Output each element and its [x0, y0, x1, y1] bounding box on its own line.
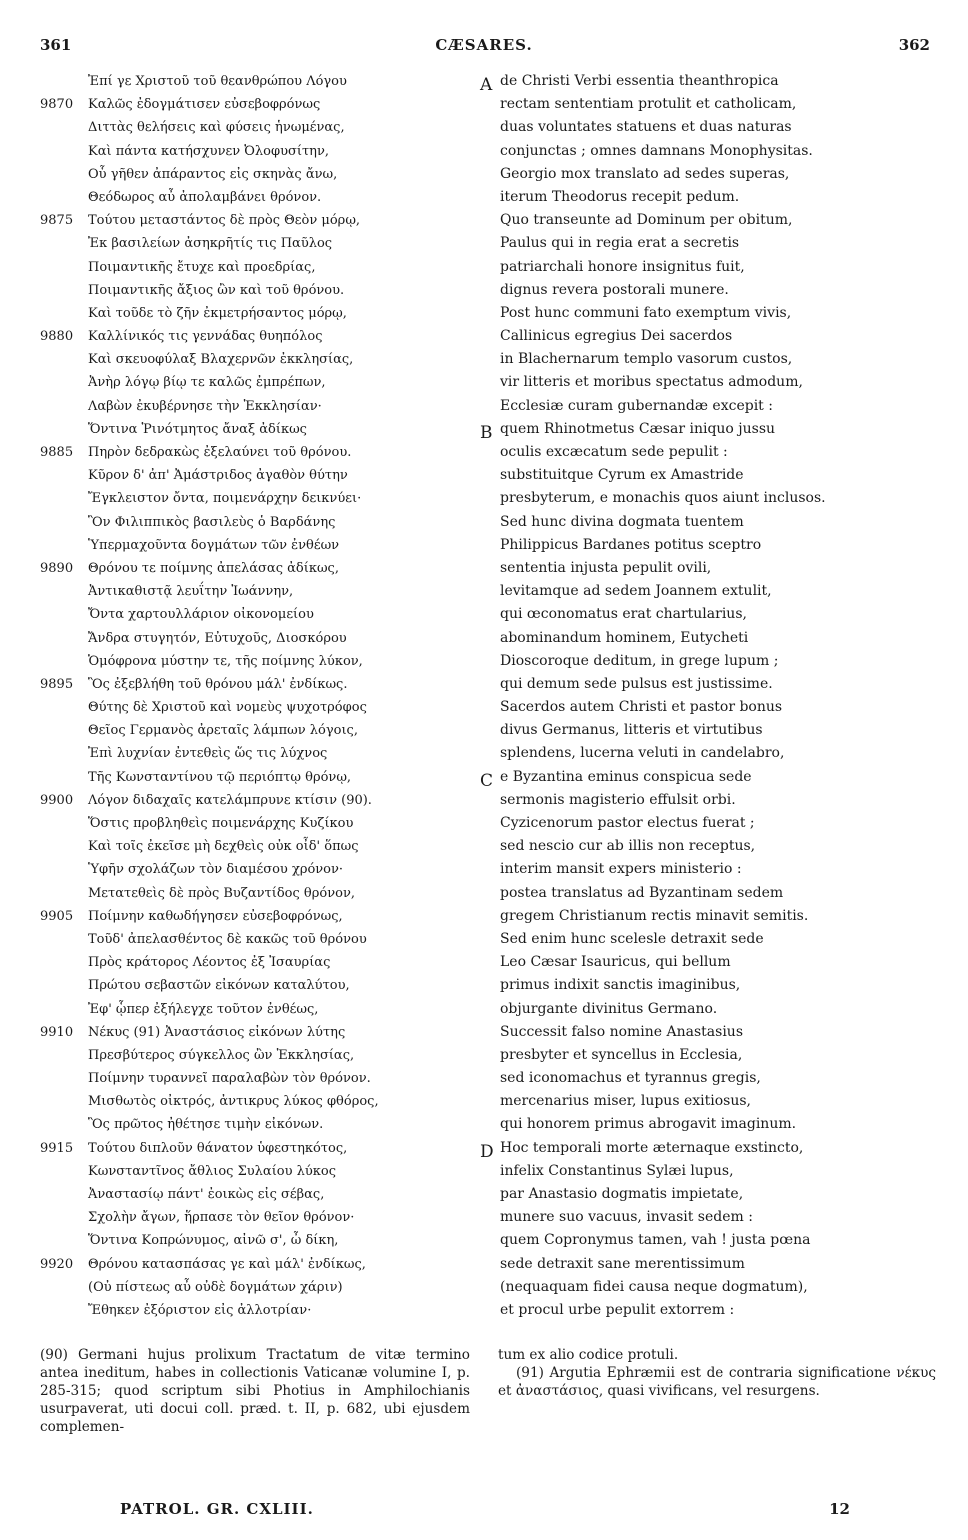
- left-page-number: 361: [40, 36, 72, 54]
- latin-line: [476, 256, 936, 279]
- greek-verse-line: [40, 395, 480, 418]
- latin-line: [476, 418, 936, 441]
- greek-verse-line: [40, 511, 480, 534]
- latin-line-text: sed nescio cur ab illis non receptus,: [500, 838, 756, 855]
- latin-line-text: et procul urbe pepulit extorrem :: [500, 1301, 735, 1318]
- latin-line: [476, 1137, 936, 1160]
- greek-verse-text: Λαβὼν ἐκυβέρνησε τὴν Ἐκκλησίαν·: [88, 398, 322, 414]
- greek-verse-line: [40, 116, 480, 139]
- greek-verse-text: Κωνσταντῖνος ἄθλιος Συλαίου λύκος: [88, 1163, 337, 1179]
- latin-line-text: abominandum hominem, Eutycheti: [500, 629, 749, 646]
- greek-verse-text: Ὁμόφρονα μύστην τε, τῆς ποίμνης λύκον,: [88, 653, 363, 669]
- latin-line-text: Sed enim hunc scelesle detraxit sede: [500, 930, 764, 947]
- latin-line: [476, 1067, 936, 1090]
- greek-verse-line: [40, 93, 480, 116]
- greek-verse-line: [40, 464, 480, 487]
- greek-verse-line: [40, 209, 480, 232]
- latin-line-text: mercenarius miser, lupus exitiosus,: [500, 1093, 751, 1110]
- greek-verse-line: [40, 974, 480, 997]
- latin-line-text: Hoc temporali morte æternaque exstincto,: [500, 1139, 804, 1156]
- greek-verse-text: Οὗ γῆθεν ἀπάραντος εἰς σκηνὰς ἄνω,: [88, 166, 338, 182]
- latin-line: [476, 441, 936, 464]
- latin-line-text: iterum Theodorus recepit pedum.: [500, 188, 740, 205]
- latin-line: [476, 766, 936, 789]
- latin-line-text: Paulus qui in regia erat a secretis: [500, 235, 740, 252]
- greek-verse-line: [40, 882, 480, 905]
- latin-line-text: Sed hunc divina dogmata tuentem: [500, 513, 744, 530]
- latin-line: [476, 186, 936, 209]
- latin-line: [476, 905, 936, 928]
- greek-verse-text: Ὑφῆν σχολάζων τὸν διαμέσου χρόνον·: [88, 862, 344, 878]
- greek-verse-line: [40, 1183, 480, 1206]
- latin-line: [476, 627, 936, 650]
- greek-verse-text: Ὃς ἐξεβλήθη τοῦ θρόνου μάλ' ἐνδίκως.: [88, 676, 348, 692]
- greek-verse-line: [40, 1021, 480, 1044]
- latin-line-text: Quo transeunte ad Dominum per obitum,: [500, 212, 793, 229]
- greek-verse-text: Καὶ σκευοφύλαξ Βλαχερνῶν ἐκκλησίας,: [88, 352, 354, 368]
- greek-verse-text: Τοῦδ' ἀπελασθέντος δὲ κακῶς τοῦ θρόνου: [88, 931, 367, 947]
- verse-number: 9885: [40, 445, 74, 460]
- latin-line: [476, 580, 936, 603]
- greek-verse-line: [40, 696, 480, 719]
- greek-verse-column: [40, 70, 480, 1322]
- latin-line-text: qui demum sede pulsus est justissime.: [500, 675, 773, 692]
- greek-verse-text: (Οὐ πίστεως αὖ οὐδὲ δογμάτων χάριν): [88, 1279, 343, 1295]
- latin-line: [476, 1299, 936, 1322]
- latin-line: [476, 789, 936, 812]
- greek-verse-line: [40, 1229, 480, 1252]
- greek-verse-text: Ἔθηκεν ἐξόριστον εἰς ἀλλοτρίαν·: [88, 1302, 312, 1318]
- greek-verse-line: [40, 951, 480, 974]
- greek-verse-line: [40, 140, 480, 163]
- verse-number: 9915: [40, 1140, 74, 1156]
- latin-line: [476, 1021, 936, 1044]
- latin-line-text: objurgante divinitus Germano.: [500, 1000, 718, 1017]
- greek-verse-text: Τῆς Κωνσταντίνου τῷ περιόπτῳ θρόνῳ,: [88, 769, 352, 785]
- latin-line-text: qui honorem primus abrogavit imaginum.: [500, 1116, 797, 1133]
- greek-verse-text: Ποιμαντικῆς ἄξιος ὢν καὶ τοῦ θρόνου.: [88, 282, 345, 298]
- volume-signature: PATROL. GR. CXLIII.: [120, 1500, 314, 1518]
- latin-line: [476, 1229, 936, 1252]
- latin-line-text: Cyzicenorum pastor electus fuerat ;: [500, 815, 755, 831]
- greek-verse-text: Ποιμαντικῆς ἔτυχε καὶ προεδρίας,: [88, 259, 316, 275]
- section-marker: B: [480, 422, 493, 443]
- greek-verse-text: Τούτου διπλοῦν θάνατον ὑφεστηκότος,: [88, 1140, 348, 1156]
- greek-verse-text: Κῦρον δ' ἀπ' Ἀμάστριδος ἀγαθὸν θύτην: [88, 468, 348, 484]
- latin-line-text: duas voluntates statuens et duas naturas: [500, 119, 792, 136]
- greek-verse-line: [40, 325, 480, 348]
- latin-line-text: Ecclesiæ curam gubernandæ excepit :: [500, 397, 773, 414]
- latin-line: [476, 325, 936, 348]
- greek-verse-text: Θύτης δὲ Χριστοῦ καὶ νομεὺς ψυχοτρόφος: [88, 700, 367, 716]
- greek-verse-text: Λόγον διδαχαῖς κατελάμπρυνε κτίσιν (90).: [88, 792, 372, 808]
- latin-line-text: infelix Constantinus Sylæi lupus,: [500, 1162, 734, 1179]
- greek-verse-line: [40, 812, 480, 835]
- greek-verse-line: [40, 627, 480, 650]
- latin-line: [476, 1253, 936, 1276]
- greek-verse-text: Ὄντα χαρτουλλάριον οἰκονομείου: [88, 607, 314, 623]
- greek-verse-line: [40, 557, 480, 580]
- greek-verse-text: Θεῖος Γερμανὸς ἀρεταῖς λάμπων λόγοις,: [88, 723, 358, 739]
- latin-line: [476, 1183, 936, 1206]
- greek-verse-line: [40, 928, 480, 951]
- greek-verse-text: Ἐπί γε Χριστοῦ τοῦ θεανθρώπου Λόγου: [88, 74, 347, 89]
- greek-verse-line: [40, 232, 480, 255]
- greek-verse-line: [40, 789, 480, 812]
- latin-line: [476, 998, 936, 1021]
- greek-verse-line: [40, 186, 480, 209]
- greek-verse-line: [40, 905, 480, 928]
- greek-verse-line: [40, 1299, 480, 1322]
- footnote-91: (91) Argutia Ephræmii est de contraria significatione νέκυς et ἀναστάσιος, quasi vivificans, vel resurgens.: [498, 1365, 936, 1399]
- latin-line: [476, 603, 936, 626]
- latin-line-text: interim mansit expers ministerio :: [500, 861, 742, 878]
- greek-verse-text: Ποίμνην καθωδήγησεν εὐσεβοφρόνως,: [88, 908, 343, 924]
- footnote-left: [40, 1346, 470, 1436]
- greek-verse-text: Τούτου μεταστάντος δὲ πρὸς Θεὸν μόρῳ,: [88, 213, 361, 229]
- latin-line: [476, 70, 936, 93]
- greek-verse-text: Καὶ τοῖς ἐκεῖσε μὴ δεχθεὶς οὐκ οἶδ' ὅπως: [88, 839, 359, 855]
- latin-line-text: sententia injusta pepulit ovili,: [500, 559, 712, 576]
- latin-line-text: oculis excæcatum sede pepulit :: [500, 444, 728, 460]
- greek-verse-line: [40, 70, 480, 93]
- greek-verse-line: [40, 650, 480, 673]
- latin-line: [476, 858, 936, 881]
- latin-line: [476, 395, 936, 418]
- latin-line-text: divus Germanus, litteris et virtutibus: [500, 722, 763, 739]
- greek-verse-line: [40, 348, 480, 371]
- latin-line-text: in Blachernarum templo vasorum custos,: [500, 351, 793, 368]
- latin-translation-column: [476, 70, 936, 1322]
- greek-verse-line: [40, 441, 480, 464]
- latin-line: [476, 650, 936, 673]
- latin-line-text: splendens, lucerna veluti in candelabro,: [500, 745, 785, 762]
- greek-verse-text: Ὃν Φιλιππικὸς βασιλεὺς ὁ Βαρδάνης: [88, 514, 336, 530]
- greek-verse-line: [40, 1206, 480, 1229]
- greek-verse-line: [40, 1090, 480, 1113]
- latin-line-text: qui œconomatus erat chartularius,: [500, 606, 747, 623]
- latin-line-text: presbyterum, e monachis quos aiunt inclusos.: [500, 490, 826, 507]
- greek-verse-line: [40, 418, 480, 441]
- latin-line-text: (nequaquam fidei causa neque dogmatum),: [500, 1278, 808, 1295]
- latin-line: [476, 279, 936, 302]
- greek-verse-text: Καλῶς ἐδογμάτισεν εὐσεβοφρόνως: [88, 97, 321, 113]
- latin-line: [476, 534, 936, 557]
- latin-line-text: rectam sententiam protulit et catholicam,: [500, 96, 797, 113]
- verse-number: 9900: [40, 792, 74, 808]
- greek-verse-line: [40, 302, 480, 325]
- latin-line-text: Philippicus Bardanes potitus sceptro: [500, 536, 762, 553]
- latin-line-text: sede detraxit sane merentissimum: [500, 1255, 745, 1272]
- verse-number: 9905: [40, 908, 74, 924]
- latin-line-text: munere suo vacuus, invasit sedem :: [500, 1209, 753, 1226]
- greek-verse-line: [40, 1113, 480, 1136]
- latin-line-text: e Byzantina eminus conspicua sede: [500, 768, 752, 785]
- greek-verse-text: Καλλίνικός τις γεννάδας θυηπόλος: [88, 329, 323, 345]
- latin-line: [476, 302, 936, 325]
- latin-line: [476, 1113, 936, 1136]
- latin-line-text: conjunctas ; omnes damnans Monophysitas.: [500, 142, 813, 159]
- footnote-right: [498, 1346, 936, 1400]
- greek-verse-line: [40, 256, 480, 279]
- greek-verse-line: [40, 835, 480, 858]
- latin-line: [476, 140, 936, 163]
- greek-verse-line: [40, 719, 480, 742]
- greek-verse-line: [40, 1253, 480, 1276]
- greek-verse-text: Διττὰς θελήσεις καὶ φύσεις ἡνωμένας,: [88, 120, 345, 136]
- greek-verse-text: Ποίμνην τυραννεῖ παραλαβὼν τὸν θρόνον.: [88, 1071, 371, 1087]
- greek-verse-text: Θρόνου κατασπάσας γε καὶ μάλ' ἐνδίκως,: [88, 1256, 366, 1272]
- greek-verse-line: [40, 1044, 480, 1067]
- latin-line-text: primus indixit sanctis imaginibus,: [500, 977, 741, 994]
- latin-line-text: levitamque ad sedem Joannem extulit,: [500, 583, 772, 600]
- latin-line: [476, 209, 936, 232]
- latin-line-text: substituitque Cyrum ex Amastride: [500, 467, 744, 484]
- latin-line-text: Georgio mox translato ad sedes superas,: [500, 165, 790, 182]
- verse-number: 9895: [40, 676, 74, 692]
- greek-verse-text: Ὑπερμαχοῦντα δογμάτων τῶν ἐνθέων: [88, 537, 340, 553]
- greek-verse-line: [40, 580, 480, 603]
- latin-line-text: Callinicus egregius Dei sacerdos: [500, 328, 733, 345]
- latin-line-text: Successit falso nomine Anastasius: [500, 1023, 744, 1040]
- section-marker: C: [480, 770, 494, 791]
- greek-verse-line: [40, 1276, 480, 1299]
- greek-verse-text: Ἀνὴρ λόγῳ βίῳ τε καλῶς ἐμπρέπων,: [88, 375, 326, 391]
- greek-verse-text: Πρώτου σεβαστῶν εἰκόνων καταλύτου,: [88, 978, 350, 994]
- greek-verse-text: Πρεσβύτερος σύγκελλος ὢν Ἐκκλησίας,: [88, 1047, 355, 1063]
- latin-line-text: patriarchali honore insignitus fuit,: [500, 258, 745, 275]
- latin-line-text: vir litteris et moribus spectatus admodum,: [500, 374, 803, 391]
- latin-line: [476, 557, 936, 580]
- verse-number: 9920: [40, 1256, 74, 1272]
- greek-verse-line: [40, 279, 480, 302]
- latin-line: [476, 511, 936, 534]
- latin-line: [476, 1090, 936, 1113]
- latin-line-text: presbyter et syncellus in Ecclesia,: [500, 1046, 743, 1063]
- greek-verse-text: Καὶ πάντα κατήσχυνεν Ὀλοφυσίτην,: [88, 143, 329, 159]
- latin-line: [476, 928, 936, 951]
- greek-verse-text: Ἔγκλειστον ὄντα, ποιμενάρχην δεικνύει·: [88, 491, 362, 507]
- latin-line: [476, 673, 936, 696]
- latin-line: [476, 116, 936, 139]
- latin-line: [476, 1206, 936, 1229]
- greek-verse-line: [40, 1160, 480, 1183]
- latin-line-text: dignus revera postorali munere.: [500, 281, 729, 298]
- latin-line-text: de Christi Verbi essentia theanthropica: [500, 73, 779, 89]
- latin-line-text: Leo Cæsar Isauricus, qui bellum: [500, 954, 731, 971]
- greek-verse-line: [40, 534, 480, 557]
- greek-verse-text: Θρόνου τε ποίμνης ἀπελάσας ἀδίκως,: [88, 560, 339, 576]
- latin-line-text: Dioscoroque deditum, in grege lupum ;: [500, 652, 779, 669]
- greek-verse-text: Ἐκ βασιλείων ἀσηκρῆτίς τις Παῦλος: [88, 236, 333, 252]
- latin-line: [476, 812, 936, 835]
- footnote-90: (90) Germani hujus prolixum Tractatum de vitæ termino antea ineditum, habes in collectionis Vaticanæ volumine I, p. 285-315; quod scriptum sibi Photius in Amphilochianis usurpaverat, uti docui coll. præd. t. II, p. 682, ubi ejusdem complemen-: [40, 1347, 470, 1435]
- latin-line: [476, 1044, 936, 1067]
- greek-verse-line: [40, 673, 480, 696]
- latin-line: [476, 464, 936, 487]
- greek-verse-text: Ὅντινα Κοπρώνυμος, αἰνῶ σ', ὦ δίκη,: [88, 1233, 339, 1249]
- greek-verse-text: Ἐπὶ λυχνίαν ἐντεθεὶς ὥς τις λύχνος: [88, 746, 328, 762]
- latin-line-text: sed iconomachus et tyrannus gregis,: [500, 1070, 761, 1087]
- latin-line: [476, 163, 936, 186]
- greek-verse-line: [40, 1067, 480, 1090]
- latin-line: [476, 93, 936, 116]
- greek-verse-text: Πηρὸν δεδρακὼς ἐξελαύνει τοῦ θρόνου.: [88, 445, 352, 460]
- greek-verse-text: Μισθωτὸς οἰκτρός, ἀντικρυς λύκος φθόρος,: [88, 1094, 379, 1110]
- greek-verse-text: Ὅντινα Ῥινότμητος ἄναξ ἀδίκως: [88, 421, 307, 437]
- greek-verse-line: [40, 487, 480, 510]
- greek-verse-line: [40, 1137, 480, 1160]
- greek-verse-text: Ἀντικαθιστᾷ λευΐτην Ἰωάννην,: [88, 584, 294, 600]
- verse-number: 9910: [40, 1024, 74, 1040]
- latin-line: [476, 951, 936, 974]
- verse-number: 9890: [40, 560, 74, 576]
- latin-line: [476, 232, 936, 255]
- greek-verse-text: Μετατεθεὶς δὲ πρὸς Βυζαντίδος θρόνον,: [88, 885, 355, 901]
- greek-verse-text: Νέκυς (91) Ἀναστάσιος εἰκόνων λύτης: [88, 1024, 346, 1040]
- verse-number: 9880: [40, 329, 74, 345]
- latin-line-text: sermonis magisterio effulsit orbi.: [500, 791, 736, 808]
- greek-verse-text: Ἐφ' ᾧπερ ἐξήλεγχε τοῦτον ἐνθέως,: [88, 1001, 319, 1017]
- latin-line: [476, 487, 936, 510]
- latin-line: [476, 719, 936, 742]
- latin-line-text: Sacerdos autem Christi et pastor bonus: [500, 699, 783, 716]
- footnote-90-continuation: tum ex alio codice protuli.: [498, 1347, 679, 1363]
- greek-verse-line: [40, 742, 480, 765]
- greek-verse-text: Πρὸς κράτορος Λέοντος ἐξ Ἰσαυρίας: [88, 955, 331, 971]
- latin-line: [476, 696, 936, 719]
- greek-verse-line: [40, 603, 480, 626]
- greek-verse-text: Ἀναστασίῳ πάντ' ἐοικὼς εἰς σέβας,: [88, 1187, 325, 1202]
- latin-line: [476, 348, 936, 371]
- greek-verse-text: Ὃς πρῶτος ἠθέτησε τιμὴν εἰκόνων.: [88, 1117, 324, 1133]
- greek-verse-line: [40, 766, 480, 789]
- greek-verse-text: Θεόδωρος αὖ ἀπολαμβάνει θρόνον.: [88, 189, 322, 205]
- right-page-number: 362: [898, 36, 930, 54]
- greek-verse-text: Ἄνδρα στυγητόν, Εὐτυχοῦς, Διοσκόρου: [88, 630, 347, 646]
- greek-verse-line: [40, 371, 480, 394]
- latin-line: [476, 974, 936, 997]
- greek-verse-text: Καὶ τοῦδε τὸ ζῆν ἐκμετρήσαντος μόρῳ,: [88, 305, 347, 321]
- greek-verse-line: [40, 998, 480, 1021]
- verse-number: 9870: [40, 97, 74, 113]
- latin-line: [476, 1160, 936, 1183]
- latin-line: [476, 882, 936, 905]
- latin-line: [476, 835, 936, 858]
- section-marker: D: [480, 1141, 494, 1162]
- signature-number: 12: [829, 1500, 850, 1518]
- latin-line-text: par Anastasio dogmatis impietate,: [500, 1186, 744, 1202]
- latin-line-text: gregem Christianum rectis minavit semitis.: [500, 907, 809, 924]
- latin-line: [476, 371, 936, 394]
- latin-line-text: postea translatus ad Byzantinam sedem: [500, 884, 784, 901]
- latin-line: [476, 742, 936, 765]
- greek-verse-line: [40, 858, 480, 881]
- running-title: CÆSARES.: [435, 36, 533, 54]
- latin-line: [476, 1276, 936, 1299]
- verse-number: 9875: [40, 213, 74, 229]
- latin-line-text: quem Rhinotmetus Cæsar iniquo jussu: [500, 420, 776, 437]
- latin-line-text: Post hunc communi fato exemptum vivis,: [500, 304, 792, 321]
- section-marker: A: [480, 75, 493, 95]
- greek-verse-text: Σχολὴν ἄγων, ἥρπασε τὸν θεῖον θρόνον·: [88, 1210, 355, 1226]
- latin-line-text: quem Copronymus tamen, vah ! justa pœna: [500, 1232, 811, 1249]
- greek-verse-line: [40, 163, 480, 186]
- greek-verse-text: Ὅστις προβληθεὶς ποιμενάρχης Κυζίκου: [88, 816, 354, 831]
